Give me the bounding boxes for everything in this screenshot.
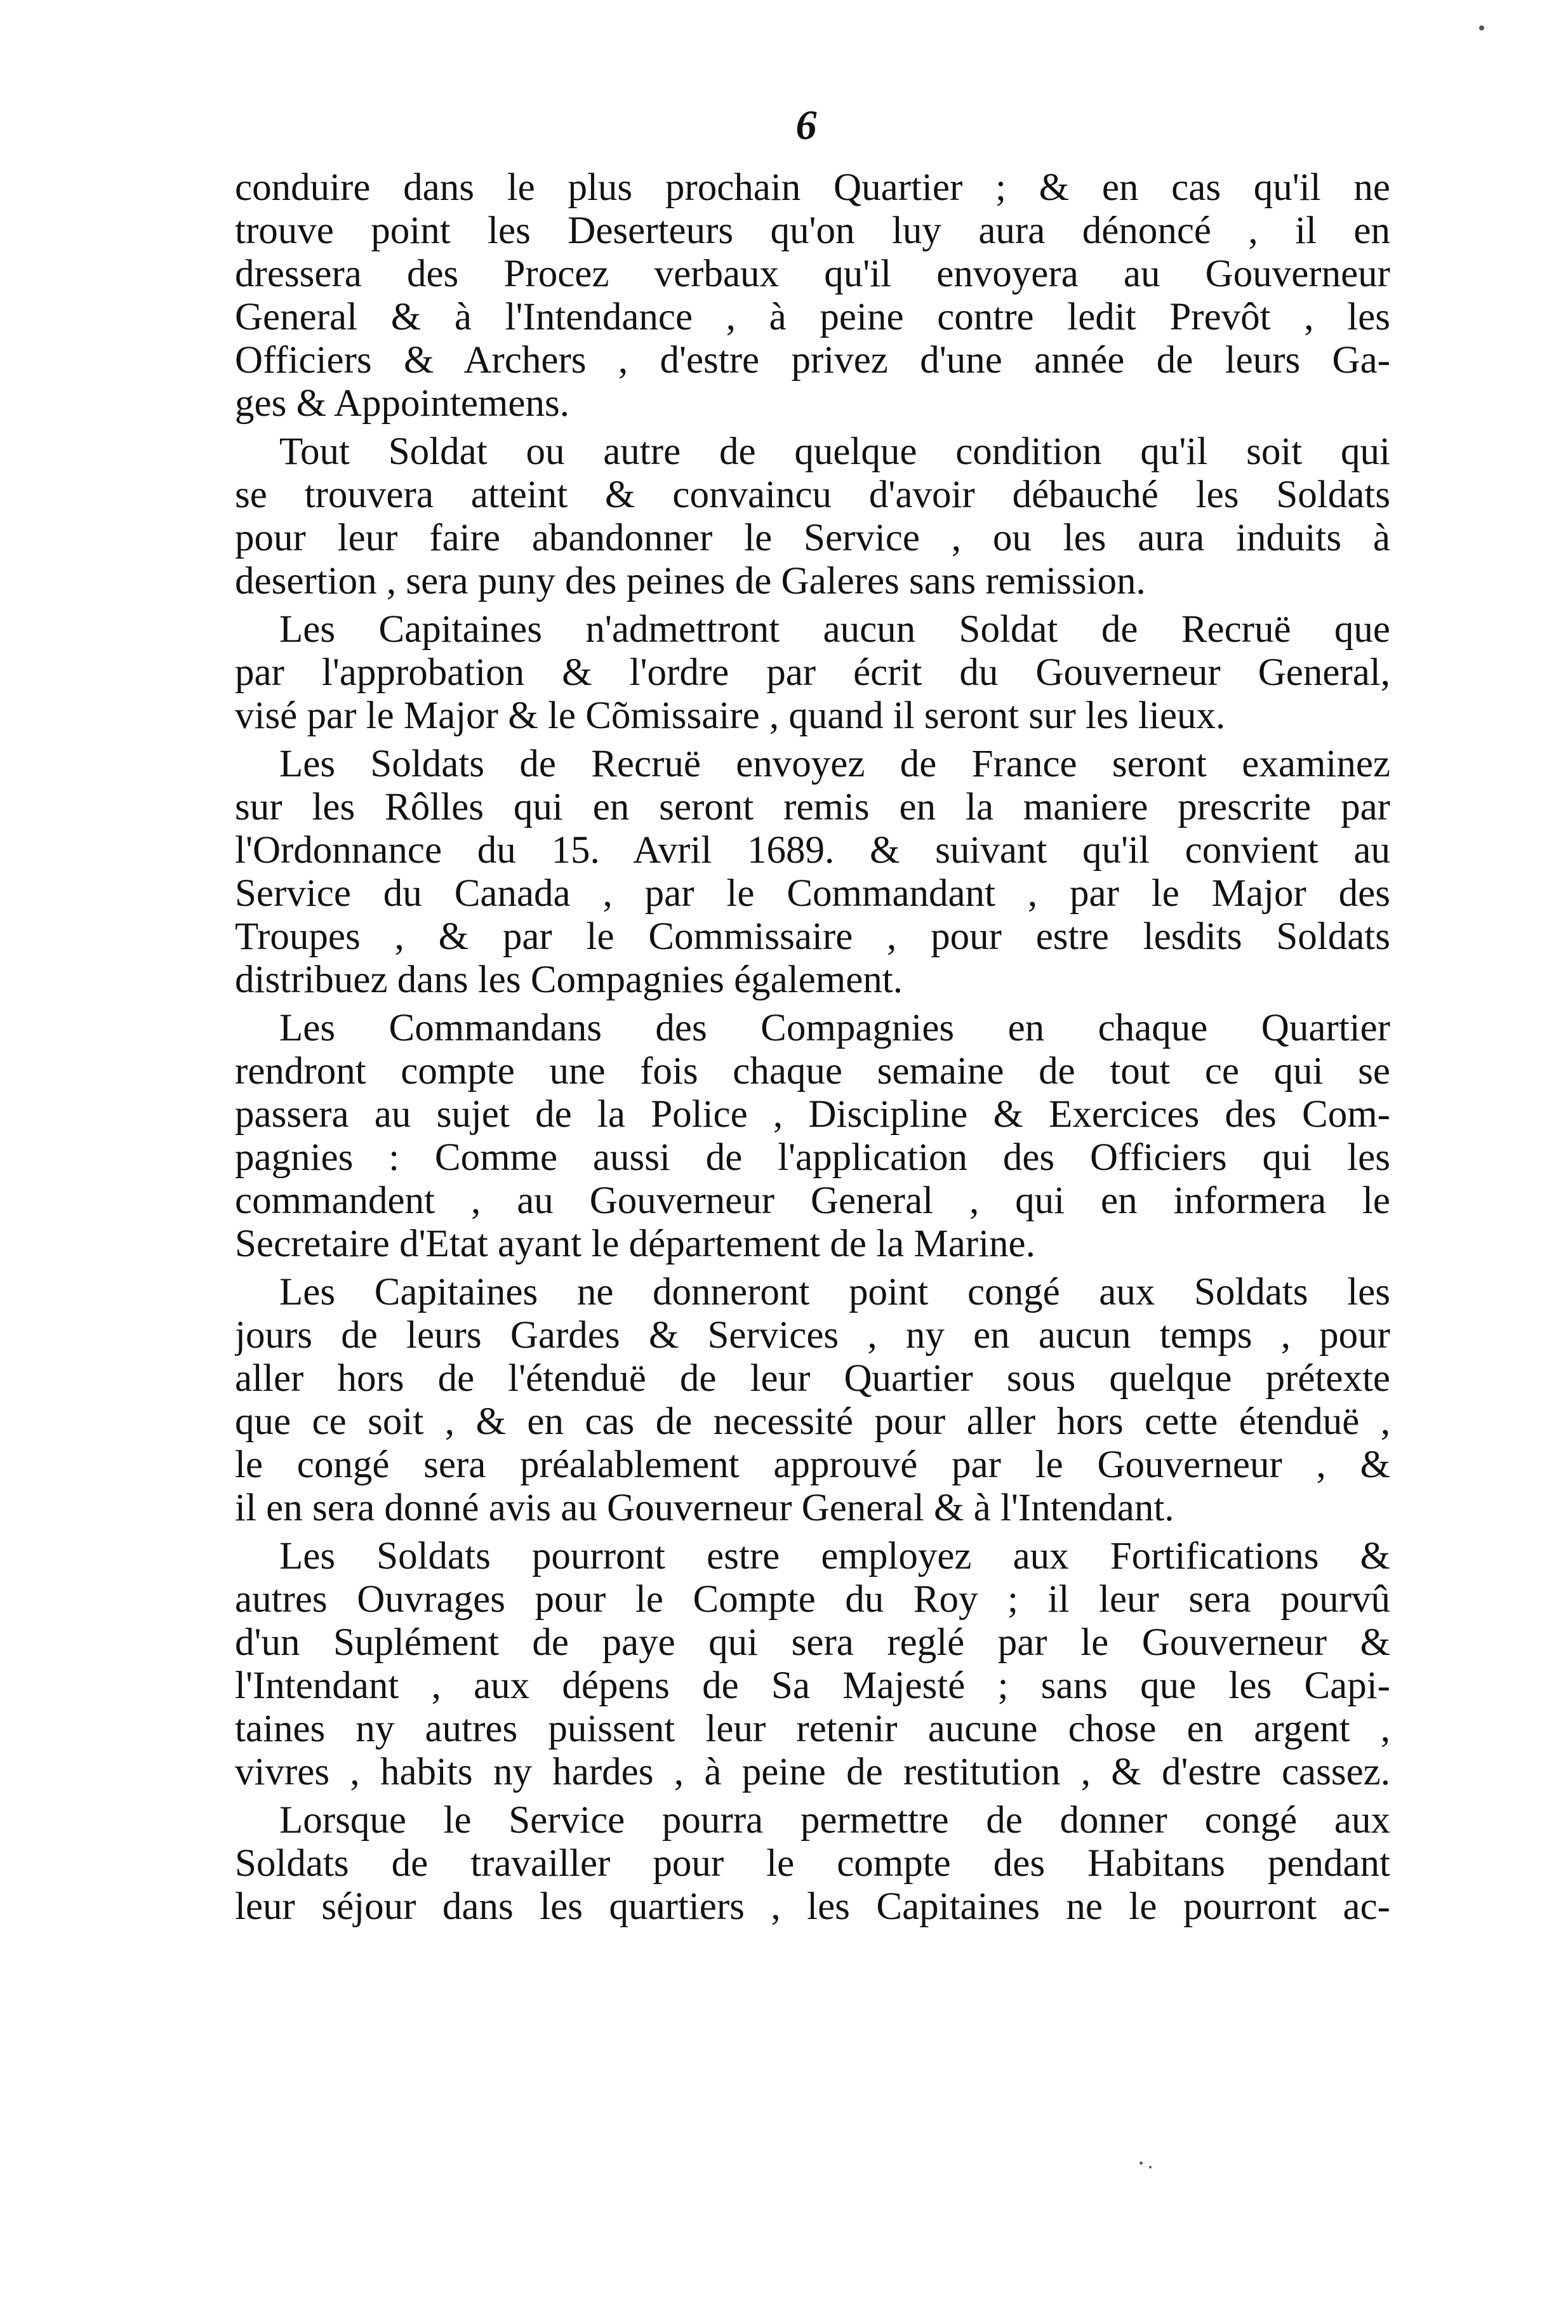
text-line: pagnies : Comme aussi de l'application des Officiers qui les — [235, 1136, 1390, 1179]
text-line: le congé sera préalablement approuvé par le Gouverneur , & — [235, 1444, 1390, 1486]
text-line: l'Intendant , aux dépens de Sa Majesté ; sans que les Capi- — [235, 1664, 1390, 1707]
text-line: Les Soldats de Recruë envoyez de France seront examinez — [279, 743, 1390, 785]
text-line: commandent , au Gouverneur General , qui en informera le — [235, 1179, 1390, 1222]
text-line: pour leur faire abandonner le Service , ou les aura induits à — [235, 517, 1390, 559]
text-line: sur les Rôlles qui en seront remis en la maniere prescrite par — [235, 786, 1390, 828]
text-line: conduire dans le plus prochain Quartier ; & en cas qu'il ne — [235, 166, 1390, 209]
text-line: Tout Soldat ou autre de quelque condition qu'il soit qui — [279, 430, 1390, 473]
body-text — [235, 166, 1390, 1929]
ink-speck — [1479, 25, 1484, 30]
text-line: Les Commandans des Compagnies en chaque Quartier — [279, 1007, 1390, 1049]
page-number: 6 — [795, 102, 817, 149]
text-line: d'un Suplément de paye qui sera reglé par le Gouverneur & — [235, 1621, 1390, 1664]
text-line: se trouvera atteint & convaincu d'avoir débauché les Soldats — [235, 474, 1390, 516]
text-line: visé par le Major & le Cõmissaire , quand il seront sur les lieux. — [235, 694, 1226, 737]
text-line: taines ny autres puissent leur retenir aucune chose en argent , — [235, 1708, 1390, 1750]
text-line: jours de leurs Gardes & Services , ny en aucun temps , pour — [235, 1314, 1390, 1357]
text-line: Secretaire d'Etat ayant le département de la Marine. — [235, 1223, 1035, 1265]
text-line: distribuez dans les Compagnies également. — [235, 959, 903, 1001]
text-line: aller hors de l'étenduë de leur Quartier sous quelque prétexte — [235, 1357, 1390, 1400]
text-line: que ce soit , & en cas de necessité pour aller hors cette étenduë , — [235, 1400, 1390, 1443]
text-line: rendront compte une fois chaque semaine de tout ce qui se — [235, 1050, 1390, 1092]
text-line: l'Ordonnance du 15. Avril 1689. & suivant qu'il convient au — [235, 829, 1390, 872]
text-line: ges & Appointemens. — [235, 382, 569, 425]
text-line: leur séjour dans les quartiers , les Capitaines ne le pourront ac- — [235, 1885, 1390, 1928]
text-line: desertion , sera puny des peines de Galeres sans remission. — [235, 560, 1146, 602]
text-line: Les Capitaines n'admettront aucun Soldat de Recruë que — [279, 608, 1390, 651]
text-line: Les Capitaines ne donneront point congé aux Soldats les — [279, 1271, 1390, 1313]
text-line: trouve point les Deserteurs qu'on luy aura dénoncé , il en — [235, 209, 1390, 252]
text-line: Soldats de travailler pour le compte des Habitans pendant — [235, 1842, 1390, 1885]
text-line: vivres , habits ny hardes , à peine de restitution , & d'estre cassez. — [235, 1751, 1390, 1793]
ink-speck — [1139, 2161, 1143, 2165]
text-line: il en sera donné avis au Gouverneur General & à l'Intendant. — [235, 1487, 1174, 1529]
text-line: Lorsque le Service pourra permettre de donner congé aux — [279, 1799, 1390, 1842]
text-line: dressera des Procez verbaux qu'il envoyera au Gouverneur — [235, 253, 1390, 295]
text-line: Officiers & Archers , d'estre privez d'une année de leurs Ga- — [235, 339, 1390, 382]
text-line: autres Ouvrages pour le Compte du Roy ; il leur sera pourvû — [235, 1578, 1390, 1621]
text-line: Troupes , & par le Commissaire , pour estre lesdits Soldats — [235, 915, 1390, 958]
ink-speck — [1149, 2166, 1152, 2168]
text-line: Service du Canada , par le Commandant , par le Major des — [235, 872, 1390, 915]
text-line: par l'approbation & l'ordre par écrit du Gouverneur General, — [235, 651, 1390, 694]
text-line: Les Soldats pourront estre employez aux Fortifications & — [279, 1535, 1390, 1577]
text-line: passera au sujet de la Police , Discipline & Exercices des Com- — [235, 1093, 1390, 1136]
text-line: General & à l'Intendance , à peine contre ledit Prevôt , les — [235, 296, 1390, 338]
